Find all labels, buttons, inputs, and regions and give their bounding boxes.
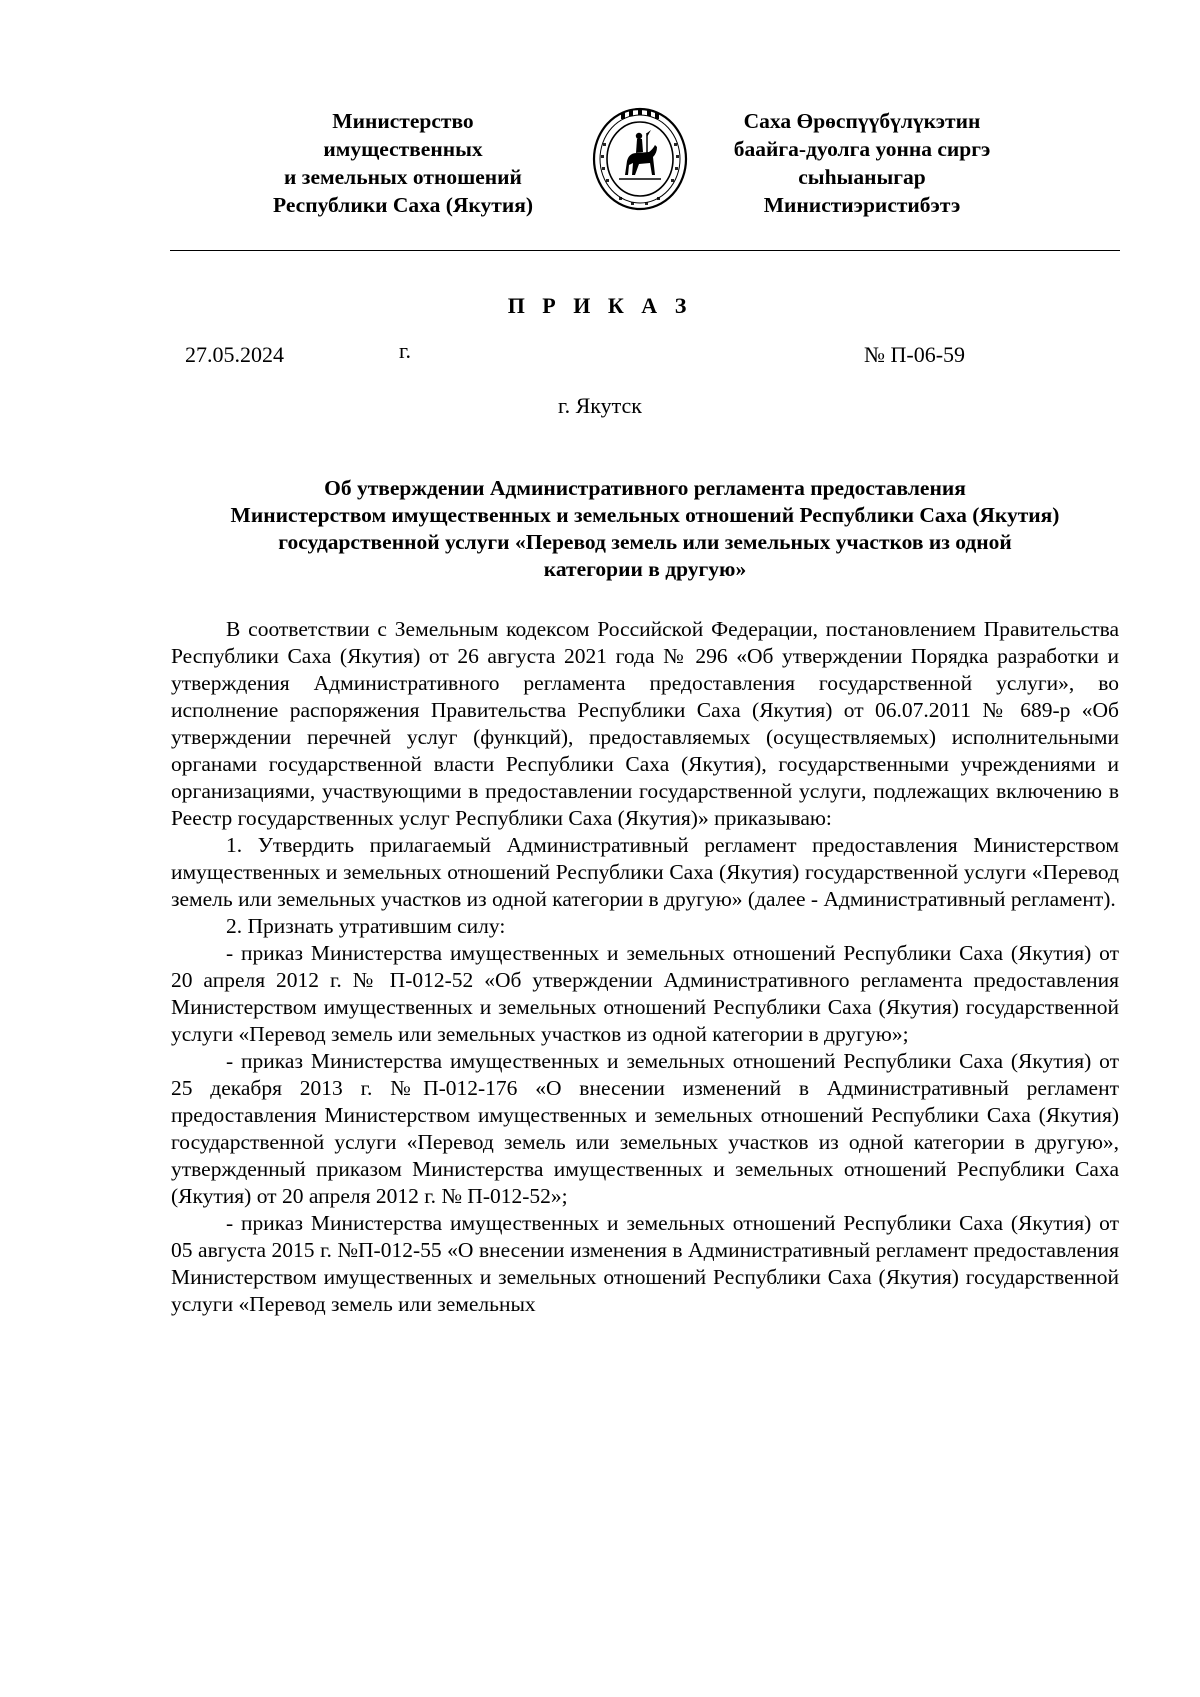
order-title: П Р И К А З xyxy=(507,293,693,318)
repealed-order-item: - приказ Министерства имущественных и земельных отношений Республики Саха (Якутия) от 05 августа 2015 г. №П-012-55 «О внесении изменения в Административный регламент предоставления Министерством имущественных и земельных отношений Республики Саха (Якутия) государственной услуги «Перевод земель или земельных xyxy=(171,1211,1119,1316)
subject-line: Об утверждении Административного регламента предоставления xyxy=(324,476,966,500)
repealed-order-item: - приказ Министерства имущественных и земельных отношений Республики Саха (Якутия) от 25 декабря 2013 г. №П-012-176 «О внесении изменений в Административный регламент предоставления Министерством имущественных и земельных отношений Республики Саха (Якутия) государственной услуги «Перевод земель или земельных участков из одной категории в другую», утвержденный приказом Министерства имущественных и земельных отношений Республики Саха (Якутия) от 20 апреля 2012 г. № П-012-52»; xyxy=(171,1049,1119,1208)
order-number: № П-06-59 xyxy=(864,342,966,367)
order-city: г. Якутск xyxy=(558,393,642,418)
ministry-name-russian xyxy=(238,107,568,219)
ministry-name-line: и земельных отношений xyxy=(284,165,522,189)
order-date-suffix: г. xyxy=(399,338,412,363)
subject-line: категории в другую» xyxy=(543,557,747,581)
ministry-name-line: Министерство xyxy=(332,109,474,133)
order-date: 27.05.2024 xyxy=(185,342,284,367)
subject-line: Министерством имущественных и земельных отношений Республики Саха (Якутия) xyxy=(230,503,1060,527)
subject-line: государственной услуги «Перевод земель или земельных участков из одной xyxy=(278,530,1012,554)
ministry-name-line: Республики Саха (Якутия) xyxy=(273,193,533,217)
preamble-paragraph: В соответствии с Земельным кодексом Российской Федерации, постановлением Правительства Республики Саха (Якутия) от 26 августа 2021 года № 296 «Об утверждении Порядка разработки и утверждения Административного регламента предоставления государственной услуги», во исполнение распоряжения Правительства Республики Саха (Якутия) от 06.07.2011 № 689-р «Об утверждении перечней услуг (функций), предоставляемых (осуществляемых) исполнительными органами государственной власти Республики Саха (Якутия), государственными учреждениями и организациями, участвующими в предоставлении государственной услуги, подлежащих включению в Реестр государственных услуг Республики Саха (Якутия)» приказываю: xyxy=(171,617,1119,830)
order-subject xyxy=(170,475,1120,583)
ministry-name-line: сыһыаныгар xyxy=(798,165,926,189)
header-divider xyxy=(170,250,1120,251)
clause-1-paragraph: 1. Утвердить прилагаемый Административный регламент предоставления Министерством имущественных и земельных отношений Республики Саха (Якутия) государственной услуги «Перевод земель или земельных участков из одной категории в другую» (далее - Административный регламент). xyxy=(171,833,1119,911)
ministry-name-line: имущественных xyxy=(323,137,483,161)
repealed-order-item: - приказ Министерства имущественных и земельных отношений Республики Саха (Якутия) от 20 апреля 2012 г. № П-012-52 «Об утверждении Административного регламента предоставления Министерством имущественных и земельных отношений Республики Саха (Якутия) государственной услуги «Перевод земель или земельных участков из одной категории в другую»; xyxy=(171,941,1119,1046)
ministry-name-line: Саха Өрөспүүбүлүкэтин xyxy=(743,109,981,133)
order-body xyxy=(171,616,1119,1318)
ministry-name-line: Министиэристибэтэ xyxy=(763,193,961,217)
ministry-name-line: баайга-дуолга уонна сиргэ xyxy=(733,137,991,161)
clause-2-paragraph: 2. Признать утратившим силу: xyxy=(226,914,506,938)
ministry-name-sakha xyxy=(672,107,1052,219)
